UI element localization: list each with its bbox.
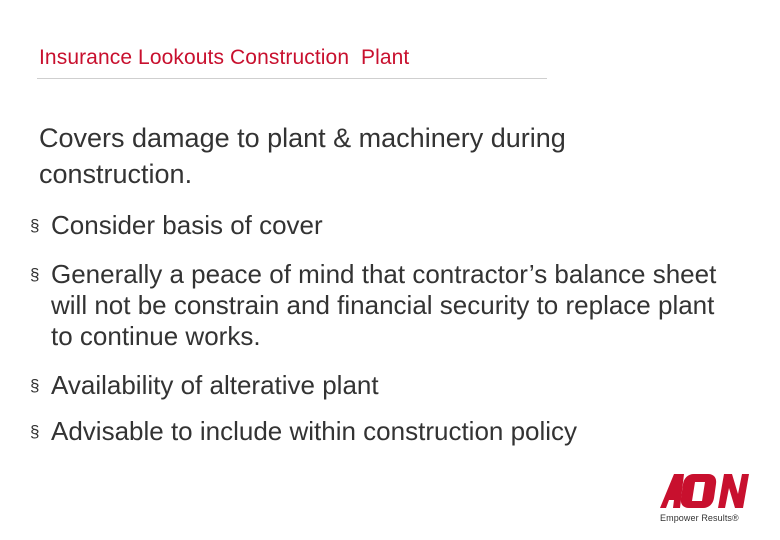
title-divider [37,78,547,79]
logo-tagline: Empower Results® [660,513,739,523]
bullet-icon: § [30,422,40,441]
bullet-icon: § [30,216,40,235]
bullet-list [30,210,730,447]
bullet-text: Advisable to include within construction policy [51,416,578,446]
aon-logo-mark-icon [658,470,750,510]
bullet-item [30,370,730,401]
intro-text: Covers damage to plant & machinery during construction. [39,123,566,189]
bullet-text: Generally a peace of mind that contractor’s balance sheet will not be constrain and financial security to replace plant to continue works. [51,259,717,351]
bullet-icon: § [30,265,40,284]
aon-logo [656,470,766,528]
bullet-item [30,210,730,241]
slide-title: Insurance Lookouts Construction Plant [39,46,410,69]
bullet-text: Consider basis of cover [51,210,323,240]
bullet-item [30,416,730,447]
bullet-text: Availability of alterative plant [51,370,379,400]
bullet-item [30,259,730,352]
bullet-icon: § [30,376,40,395]
